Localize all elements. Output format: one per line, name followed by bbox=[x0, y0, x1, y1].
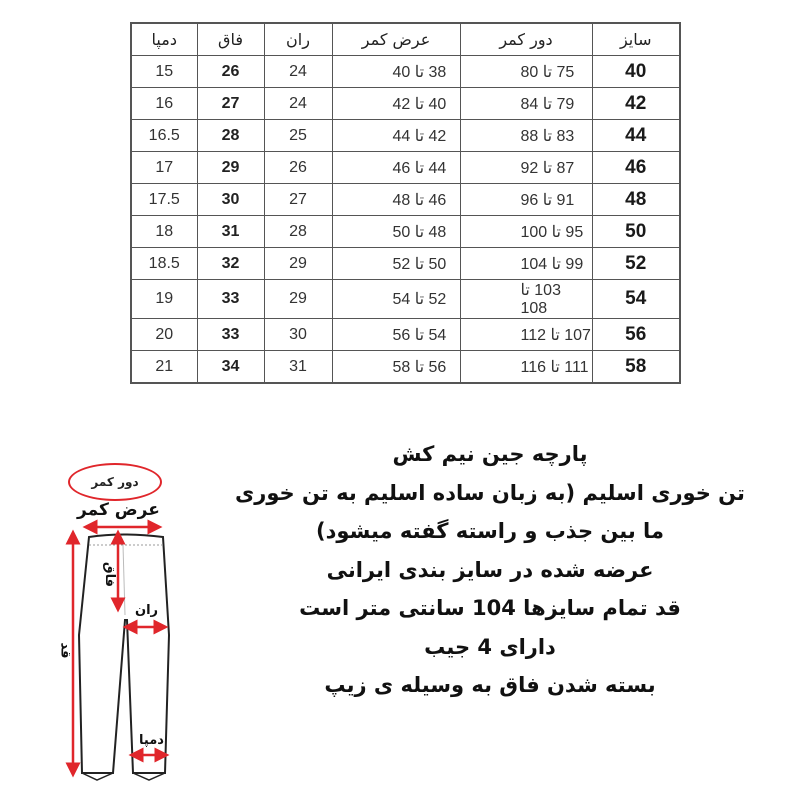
description-line: عرضه شده در سایز بندی ایرانی bbox=[326, 557, 654, 582]
header-rise: فاق bbox=[197, 23, 264, 56]
cell-hem: 18.5 bbox=[131, 248, 197, 280]
waist-width-label: عرض کمر bbox=[77, 500, 160, 520]
cell-waist-circumference: 99 تا 104 bbox=[460, 248, 592, 280]
cell-waist-width: 40 تا 42 bbox=[332, 88, 460, 120]
cell-waist-circumference: 103 تا 108 bbox=[460, 280, 592, 319]
header-size: سایز bbox=[592, 23, 680, 56]
cell-waist-width: 46 تا 48 bbox=[332, 184, 460, 216]
cell-thigh: 30 bbox=[264, 319, 332, 351]
cell-size: 44 bbox=[592, 120, 680, 152]
table-header-row bbox=[131, 23, 680, 56]
cell-hem: 16 bbox=[131, 88, 197, 120]
pants-outline-icon bbox=[55, 455, 195, 785]
header-waist-circumference: دور کمر bbox=[460, 23, 592, 56]
cell-waist-width: 54 تا 56 bbox=[332, 319, 460, 351]
cell-thigh: 29 bbox=[264, 248, 332, 280]
cell-rise: 27 bbox=[197, 88, 264, 120]
cell-waist-circumference: 83 تا 88 bbox=[460, 120, 592, 152]
cell-rise: 30 bbox=[197, 184, 264, 216]
cell-size: 52 bbox=[592, 248, 680, 280]
table-row bbox=[131, 248, 680, 280]
cell-hem: 15 bbox=[131, 56, 197, 88]
cell-waist-circumference: 111 تا 116 bbox=[460, 351, 592, 384]
pants-measurement-diagram bbox=[55, 455, 195, 785]
cell-waist-width: 50 تا 52 bbox=[332, 248, 460, 280]
cell-waist-width: 38 تا 40 bbox=[332, 56, 460, 88]
cell-hem: 17 bbox=[131, 152, 197, 184]
cell-thigh: 24 bbox=[264, 88, 332, 120]
thigh-label: ران bbox=[135, 603, 159, 618]
table-row bbox=[131, 88, 680, 120]
description-line: دارای 4 جیب bbox=[424, 634, 556, 659]
waist-circumference-label: دور کمر bbox=[91, 475, 139, 489]
cell-size: 58 bbox=[592, 351, 680, 384]
cell-rise: 33 bbox=[197, 280, 264, 319]
cell-waist-circumference: 91 تا 96 bbox=[460, 184, 592, 216]
cell-hem: 19 bbox=[131, 280, 197, 319]
table-row bbox=[131, 152, 680, 184]
cell-rise: 34 bbox=[197, 351, 264, 384]
cell-thigh: 27 bbox=[264, 184, 332, 216]
cell-rise: 26 bbox=[197, 56, 264, 88]
cell-size: 46 bbox=[592, 152, 680, 184]
cell-waist-circumference: 87 تا 92 bbox=[460, 152, 592, 184]
cell-thigh: 29 bbox=[264, 280, 332, 319]
hem-label: دمپا bbox=[139, 733, 164, 748]
cell-rise: 33 bbox=[197, 319, 264, 351]
cell-size: 48 bbox=[592, 184, 680, 216]
cell-size: 42 bbox=[592, 88, 680, 120]
table-row bbox=[131, 184, 680, 216]
cell-rise: 32 bbox=[197, 248, 264, 280]
table-row bbox=[131, 56, 680, 88]
cell-waist-circumference: 75 تا 80 bbox=[460, 56, 592, 88]
header-hem: دمپا bbox=[131, 23, 197, 56]
cell-hem: 21 bbox=[131, 351, 197, 384]
cell-waist-circumference: 79 تا 84 bbox=[460, 88, 592, 120]
cell-hem: 17.5 bbox=[131, 184, 197, 216]
header-thigh: ران bbox=[264, 23, 332, 56]
product-description bbox=[230, 435, 750, 705]
cell-waist-width: 42 تا 44 bbox=[332, 120, 460, 152]
cell-rise: 29 bbox=[197, 152, 264, 184]
cell-rise: 28 bbox=[197, 120, 264, 152]
cell-size: 40 bbox=[592, 56, 680, 88]
cell-hem: 20 bbox=[131, 319, 197, 351]
cell-rise: 31 bbox=[197, 216, 264, 248]
table-row bbox=[131, 351, 680, 384]
table-row bbox=[131, 319, 680, 351]
cell-thigh: 28 bbox=[264, 216, 332, 248]
description-line: قد تمام سایزها 104 سانتی متر است bbox=[299, 596, 681, 620]
cell-thigh: 26 bbox=[264, 152, 332, 184]
cell-waist-width: 44 تا 46 bbox=[332, 152, 460, 184]
length-label: قد bbox=[57, 642, 73, 659]
cell-thigh: 31 bbox=[264, 351, 332, 384]
description-line: ما بین جذب و راسته گفته میشود) bbox=[316, 519, 664, 543]
cell-thigh: 24 bbox=[264, 56, 332, 88]
cell-size: 50 bbox=[592, 216, 680, 248]
description-line: پارچه جین نیم کش bbox=[392, 442, 588, 466]
table-row bbox=[131, 280, 680, 319]
cell-size: 54 bbox=[592, 280, 680, 319]
table-row bbox=[131, 120, 680, 152]
cell-waist-width: 56 تا 58 bbox=[332, 351, 460, 384]
cell-waist-width: 52 تا 54 bbox=[332, 280, 460, 319]
cell-thigh: 25 bbox=[264, 120, 332, 152]
cell-hem: 16.5 bbox=[131, 120, 197, 152]
size-chart-table bbox=[130, 22, 681, 384]
description-line: تن خوری اسلیم (به زبان ساده اسلیم به تن خوری bbox=[235, 480, 745, 505]
table-row bbox=[131, 216, 680, 248]
rise-label: فاق bbox=[102, 561, 118, 588]
cell-hem: 18 bbox=[131, 216, 197, 248]
cell-waist-width: 48 تا 50 bbox=[332, 216, 460, 248]
cell-size: 56 bbox=[592, 319, 680, 351]
description-line: بسته شدن فاق به وسیله ی زیپ bbox=[324, 673, 656, 697]
cell-waist-circumference: 95 تا 100 bbox=[460, 216, 592, 248]
header-waist-width: عرض کمر bbox=[332, 23, 460, 56]
cell-waist-circumference: 107 تا 112 bbox=[460, 319, 592, 351]
